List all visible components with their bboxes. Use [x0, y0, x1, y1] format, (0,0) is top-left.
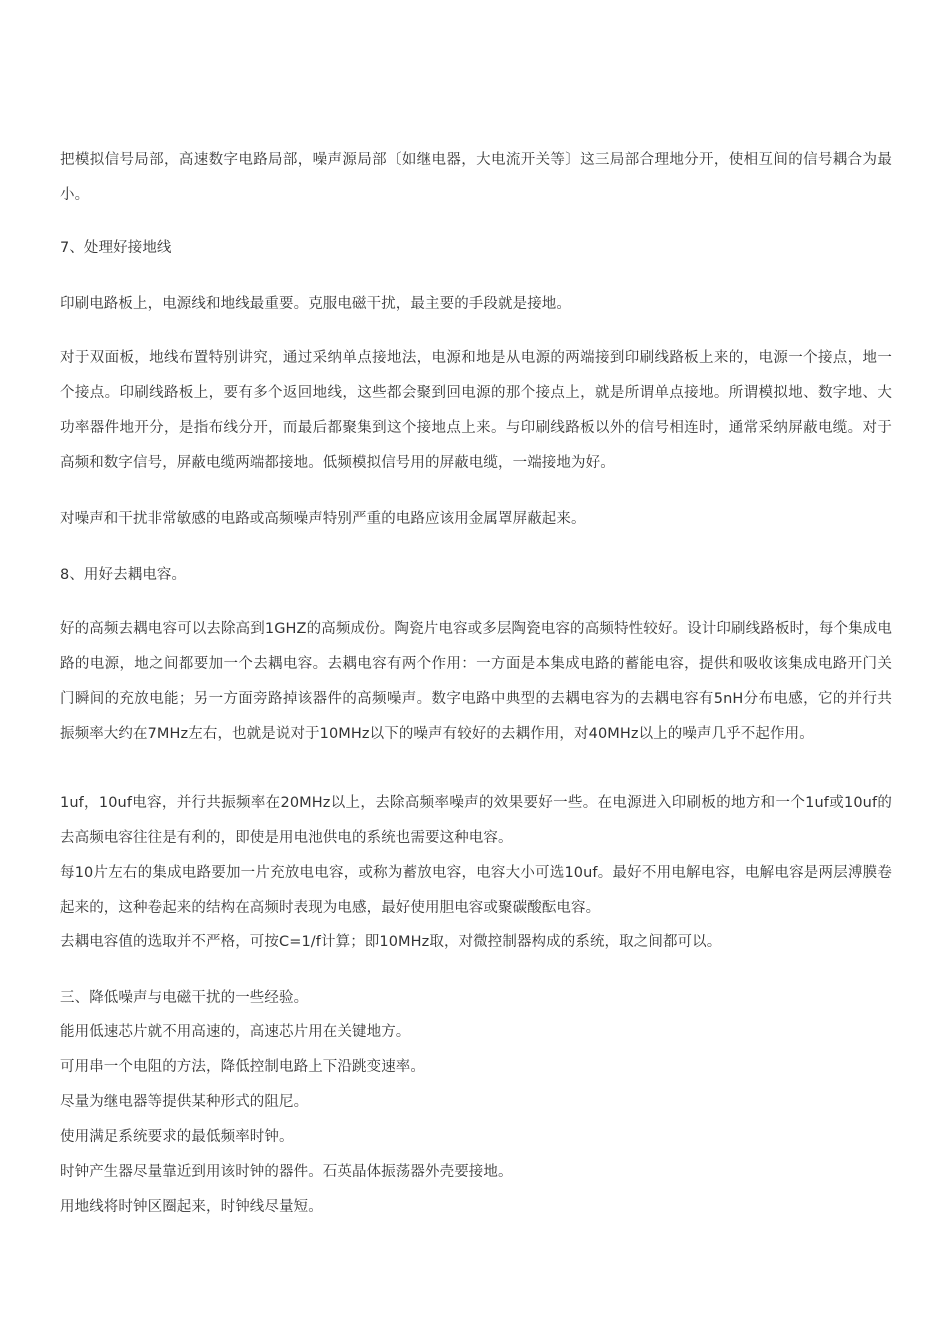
heading-3-noise-experience: 三、降低噪声与电磁干扰的一些经验。: [60, 990, 309, 1006]
paragraph-charge-capacitor: 每10片左右的集成电路要加一片充放电电容，或称为蓄放电容，电容大小可选10uf。最好不用电解电容，电解电容是两层溥膜卷起来的，这种卷起来的结构在高频时表现为电感，最好使用胆电容或聚碳酸酝电容。: [60, 865, 892, 916]
paragraph-ground-importance: 印刷电路板上，电源线和地线最重要。克服电磁干扰，最主要的手段就是接地。: [60, 296, 571, 312]
tip-low-speed-chip: 能用低速芯片就不用高速的，高速芯片用在关键地方。: [60, 1024, 411, 1040]
heading-8-decoupling: 8、用好去耦电容。: [60, 567, 187, 583]
tip-clock-generator: 时钟产生器尽量靠近到用该时钟的器件。石英晶体振荡器外壳要接地。: [60, 1164, 513, 1180]
heading-7-grounding: 7、处理好接地线: [60, 240, 172, 256]
tip-ground-clock-area: 用地线将时钟区圈起来，时钟线尽量短。: [60, 1199, 323, 1215]
paragraph-capacitor-value: 去耦电容值的选取并不严格，可按C=1/f计算；即10MHz取，对微控制器构成的系统，取之间都可以。: [60, 934, 722, 950]
paragraph-analog-digital-separation: 把模拟信号局部，高速数字电路局部，噪声源局部〔如继电器，大电流开关等〕这三局部合理地分开，使相互间的信号耦合为最小。: [60, 152, 892, 203]
paragraph-single-point-ground: 对于双面板，地线布置特别讲究，通过采纳单点接地法，电源和地是从电源的两端接到印刷线路板上来的，电源一个接点，地一个接点。印刷线路板上，要有多个返回地线，这些都会聚到回电源的那个接点上，就是所谓单点接地。所谓模拟地、数字地、大功率器件地开分，是指布线分开，而最后都聚集到这个接地点上来。与印刷线路板以外的信号相连时，通常采纳屏蔽电缆。对于高频和数字信号，屏蔽电缆两端都接地。低频模拟信号用的屏蔽电缆，一端接地为好。: [60, 350, 892, 471]
paragraph-1uf-10uf: 1uf，10uf电容，并行共振频率在20MHz以上，去除高频率噪声的效果要好一些。在电源进入印刷板的地方和一个1uf或10uf的去高频电容往往是有利的，即使是用电池供电的系统也需要这种电容。: [60, 795, 892, 846]
tip-series-resistor: 可用串一个电阻的方法，降低控制电路上下沿跳变速率。: [60, 1059, 425, 1075]
tip-lowest-clock: 使用满足系统要求的最低频率时钟。: [60, 1129, 294, 1145]
paragraph-metal-shield: 对噪声和干扰非常敏感的电路或高频噪声特别严重的电路应该用金属罩屏蔽起来。: [60, 511, 586, 527]
paragraph-decoupling-capacitor: 好的高频去耦电容可以去除高到1GHZ的高频成份。陶瓷片电容或多层陶瓷电容的高频特性较好。设计印刷线路板时，每个集成电路的电源，地之间都要加一个去耦电容。去耦电容有两个作用：一方面是本集成电路的蓄能电容，提供和吸收该集成电路开门关门瞬间的充放电能；另一方面旁路掉该器件的高频噪声。数字电路中典型的去耦电容为的去耦电容有5nH分布电感，它的并行共振频率大约在7MHz左右，也就是说对于10MHz以下的噪声有较好的去耦作用，对40MHz以上的噪声几乎不起作用。: [60, 621, 892, 742]
tip-relay-damping: 尽量为继电器等提供某种形式的阻尼。: [60, 1094, 309, 1110]
